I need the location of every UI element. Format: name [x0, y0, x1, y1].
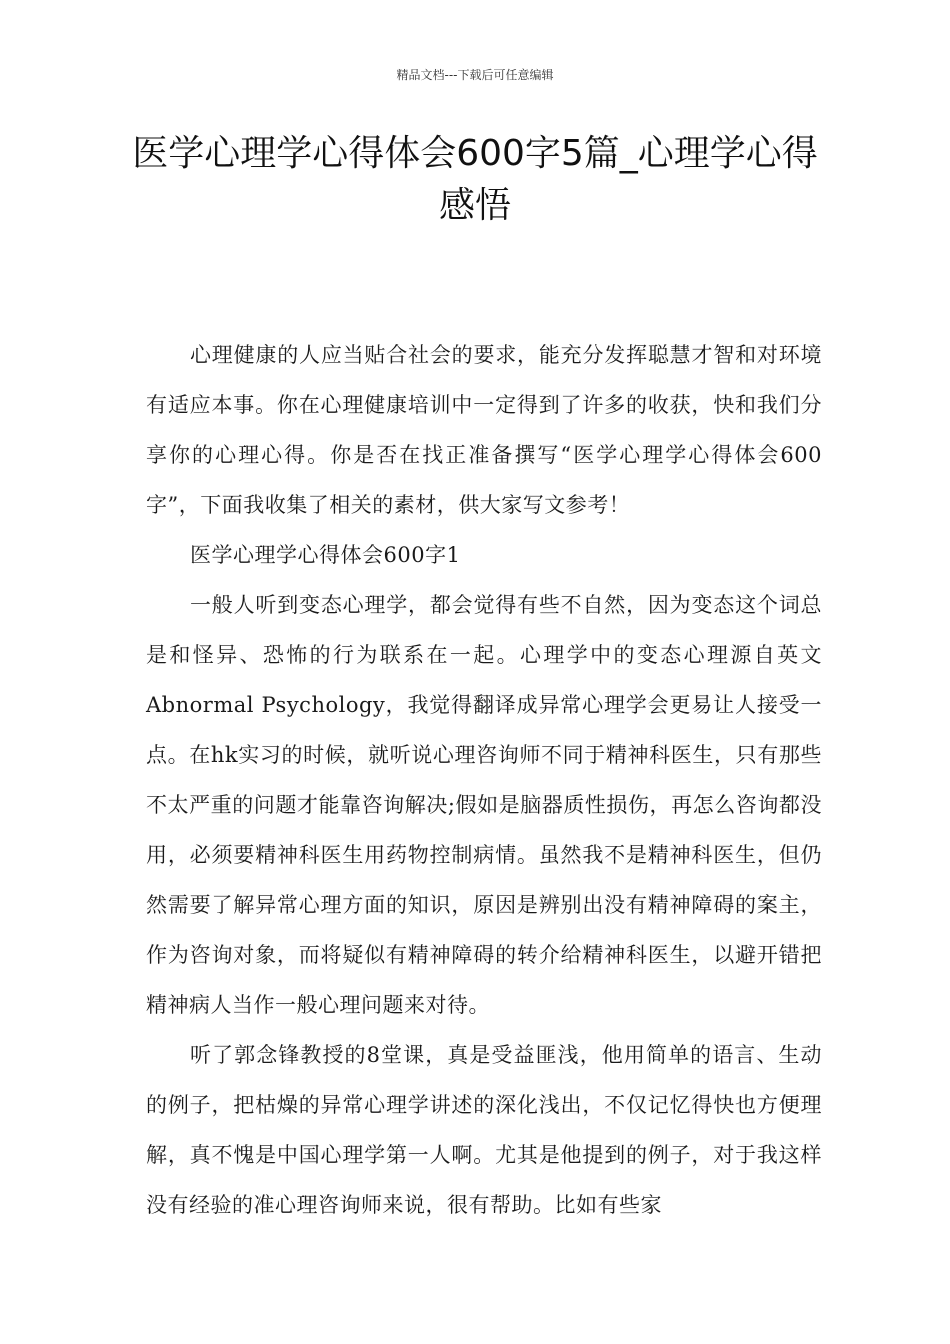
header-note: 精品文档---下载后可任意编辑	[396, 68, 554, 82]
document-body	[146, 330, 822, 1230]
body-paragraph-2: 听了郭念锋教授的8堂课，真是受益匪浅，他用简单的语言、生动的例子，把枯燥的异常心理学讲述的深化浅出，不仅记忆得快也方便理解，真不愧是中国心理学第一人啊。尤其是他提到的例子，对于我这样没有经验的准心理咨询师来说，很有帮助。比如有些家	[146, 1043, 822, 1217]
document-title: 医学心理学心得体会600字5篇_心理学心得感悟	[132, 133, 818, 226]
section-heading-1: 医学心理学心得体会600字1	[190, 543, 461, 567]
body-paragraph-1: 一般人听到变态心理学，都会觉得有些不自然，因为变态这个词总是和怪异、恐怖的行为联系在一起。心理学中的变态心理源自英文Abnormal Psychology，我觉得翻译成异常心理学会更易让人接受一点。在hk实习的时候，就听说心理咨询师不同于精神科医生，只有那些不太严重的问题才能靠咨询解决;假如是脑器质性损伤，再怎么咨询都没用，必须要精神科医生用药物控制病情。虽然我不是精神科医生，但仍然需要了解异常心理方面的知识，原因是辨别出没有精神障碍的案主，作为咨询对象，而将疑似有精神障碍的转介给精神科医生，以避开错把精神病人当作一般心理问题来对待。	[146, 593, 822, 1017]
intro-paragraph: 心理健康的人应当贴合社会的要求，能充分发挥聪慧才智和对环境有适应本事。你在心理健康培训中一定得到了许多的收获，快和我们分享你的心理心得。你是否在找正准备撰写“医学心理学心得体会600字”，下面我收集了相关的素材，供大家写文参考！	[146, 343, 822, 517]
